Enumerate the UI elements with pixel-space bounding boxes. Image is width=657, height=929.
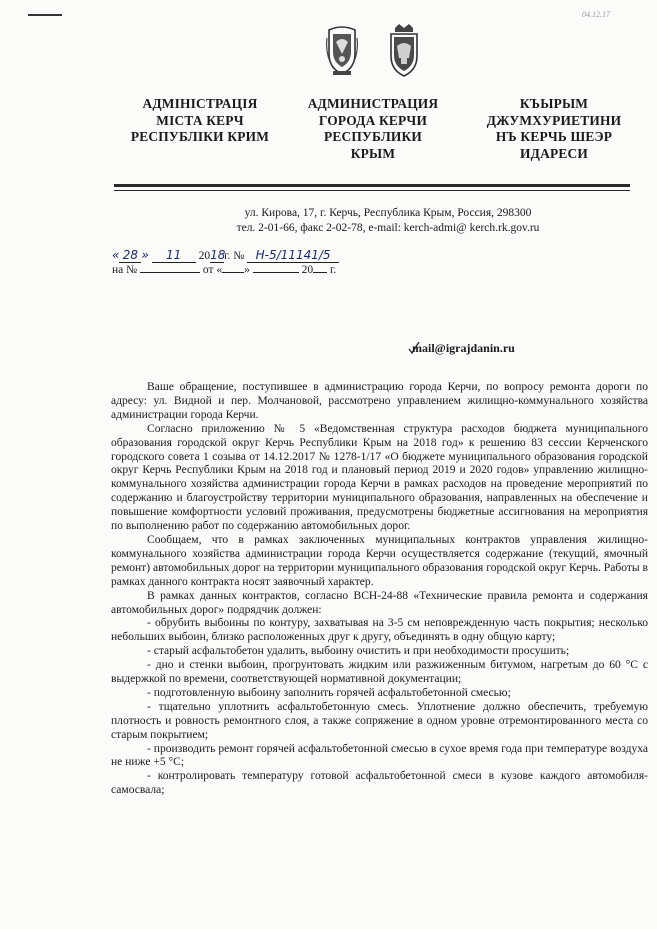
letter-body	[111, 381, 648, 798]
reply-prefix: на №	[112, 264, 138, 276]
header-russian	[292, 96, 454, 162]
header-line: АДМІНІСТРАЦІЯ	[142, 96, 258, 111]
reply-quote-close: »	[244, 264, 250, 276]
recipient-email: mail@igrajdanin.ru	[412, 341, 515, 355]
reply-month-blank	[253, 272, 299, 273]
header-line: МІСТА КЕРЧ	[156, 112, 244, 128]
outgoing-reference	[112, 248, 339, 263]
reference-year-suffix: 18	[210, 248, 226, 262]
reply-year-blank	[313, 272, 327, 273]
header-divider-thin	[114, 190, 630, 191]
reply-day-blank	[222, 272, 244, 273]
reply-year-label: г.	[329, 264, 337, 276]
reference-year-prefix: 20	[198, 250, 211, 262]
header-line: ГОРОДА КЕРЧИ	[318, 112, 428, 128]
header-ukrainian	[110, 96, 290, 146]
header-line: КРЫМ	[350, 145, 396, 161]
header-line: НЪ КЕРЧЬ ШЕЭР	[495, 129, 613, 144]
reference-number: Н-5/11141/5	[247, 249, 339, 263]
header-line: ДЖУМХУРИЕТИНИ	[486, 112, 622, 128]
reference-day-close: »	[141, 248, 149, 262]
list-item: - контролировать температуру готовой асфальтобетонной смеси в кузове каждого автомобиля-самосвала;	[111, 770, 648, 797]
list-item: - производить ремонт горячей асфальтобетонной смесью в сухое время года при температуре воздуха не ниже +5 °C;	[111, 742, 648, 769]
corner-mark	[28, 14, 62, 16]
incoming-reference	[112, 264, 336, 276]
paragraph: Согласно приложению № 5 «Ведомственная структура расходов бюджета муниципального образования городской округ Керчь Республики Крым на 2018 год» к решению 83 сессии Керченского городского совета 1 созыва от 14.12.2017 № 1278-1/17 «О бюджете муниципального образования городской округ Керчь Республики Крым на 2018 год и плановый период 2019 и 2020 годов» управлению жилищно-коммунального хозяйства администрации города Керчи в рамках расходов на проведение мероприятий по содержанию и благоустройству территории муниципального образования, направленных на обеспечение и повышение комфортности условий проживания, предусмотрены бюджетные ассигнования на мероприятия по выполнению работ по содержанию автомобильных дорог.	[111, 422, 648, 533]
handwritten-note: 04.12.17	[582, 10, 610, 19]
contacts-line: тел. 2-01-66, факс 2-02-78, e-mail: kerch-admi@ kerch.rk.gov.ru	[236, 222, 540, 234]
reply-number-blank	[140, 272, 200, 273]
list-item: - обрубить выбоины по контуру, захватывая на 3-5 см неповрежденную часть покрытия; несколько небольших выбоин, близко расположенных друг к другу, объединять в одну общую карту;	[111, 617, 648, 644]
list-item: - старый асфальтобетон удалить, выбоину очистить и при необходимости просушить;	[147, 645, 570, 658]
reply-year-prefix: 20	[301, 264, 314, 276]
address-line: ул. Кирова, 17, г. Керчь, Республика Крым, Россия, 298300	[244, 207, 532, 219]
header-crimean-tatar	[460, 96, 648, 162]
reply-from: от «	[202, 264, 223, 276]
reference-year-label: г. №	[224, 250, 245, 262]
reference-month: 11	[152, 249, 196, 263]
reference-day-open: «	[112, 248, 120, 262]
list-item: - дно и стенки выбоин, прогрунтовать жидким или разжиженным битумом, нагретым до 60 °C с выдержкой по времени, соответствующей нормативной документации;	[111, 659, 648, 686]
header-line: КЪЫРЫМ	[519, 96, 589, 111]
header-line: РЕСПУБЛИКИ	[323, 129, 423, 144]
header-line: РЕСПУБЛІКИ КРИМ	[130, 129, 270, 144]
paragraph: В рамках данных контрактов, согласно ВСН-24-88 «Технические правила ремонта и содержания автомобильных дорог» подрядчик должен:	[111, 589, 648, 616]
header-line: АДМИНИСТРАЦИЯ	[307, 96, 439, 111]
paragraph: Сообщаем, что в рамках заключенных муниципальных контрактов управления жилищно-коммунального хозяйства администрации города Керчи осуществляется содержание (текущий, ямочный ремонт) автомобильных дорог на территории муниципального образования городской округ Керчь. Работы в рамках данного контракта носят заявочный характер.	[111, 533, 648, 588]
list-item: - тщательно уплотнить асфальтобетонную смесь. Уплотнение должно обеспечить, требуемую плотность и ровность ремонтного слоя, а также сопряжение в одном уровне отремонтированного места со старым покрытием;	[111, 700, 648, 741]
header-divider-thick	[114, 184, 630, 187]
reference-day: 28	[119, 249, 141, 263]
crimea-coat-of-arms-icon	[325, 24, 359, 78]
list-item: - подготовленную выбоину заполнить горячей асфальтобетонной смесью;	[147, 686, 511, 699]
header-line: ИДАРЕСИ	[520, 145, 588, 161]
paragraph: Ваше обращение, поступившее в администрацию города Керчи, по вопросу ремонта дороги по адресу: ул. Видной и пер. Молчановой, рассмотрено управлением жилищно-коммунального хозяйства администрации города Керчи.	[111, 381, 648, 421]
kerch-coat-of-arms-icon	[387, 24, 421, 78]
